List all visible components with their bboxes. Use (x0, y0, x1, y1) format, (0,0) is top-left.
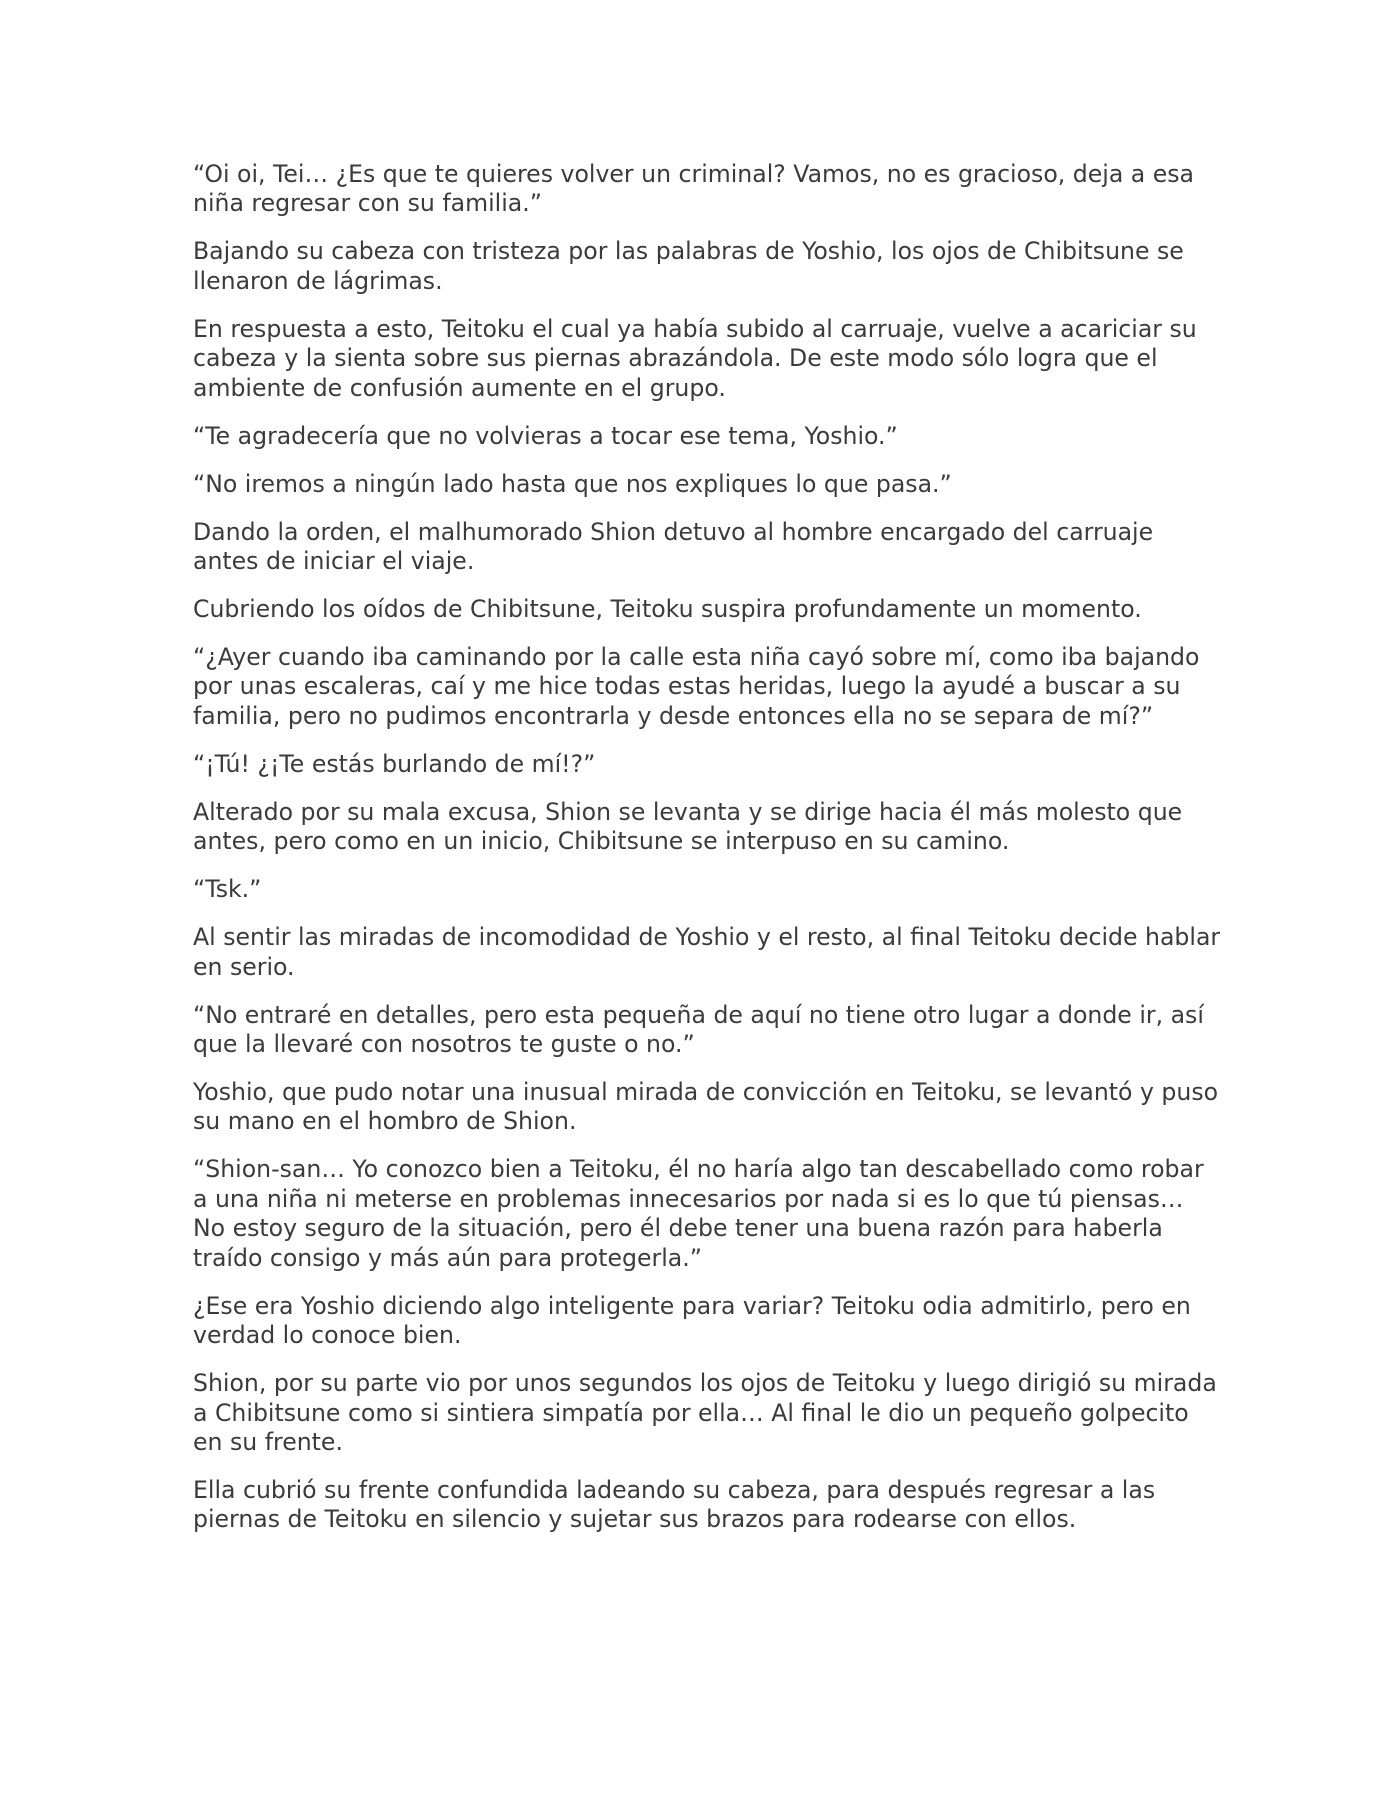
paragraph-14: Yoshio, que pudo notar una inusual mirada de convicción en Teitoku, se levantó y puso su mano en el hombro de Shion. (193, 1078, 1219, 1136)
paragraph-3: En respuesta a esto, Teitoku el cual ya había subido al carruaje, vuelve a acariciar su cabeza y la sienta sobre sus piernas abrazándola. De este modo sólo logra que el ambiente de confusión aumente en el grupo. (193, 314, 1197, 402)
paragraph-1: “Oi oi, Tei… ¿Es que te quieres volver un criminal? Vamos, no es gracioso, deja a esa niña regresar con su familia.” (193, 160, 1195, 218)
paragraph-15: “Shion-san… Yo conozco bien a Teitoku, él no haría algo tan descabellado como robar a una niña ni meterse en problemas innecesarios por nada si es lo que tú piensas… No estoy seguro de la situación, pero él debe tener una buena razón para haberla traído consigo y más aún para protegerla.” (193, 1155, 1204, 1272)
paragraph-12: Al sentir las miradas de incomodidad de Yoshio y el resto, al final Teitoku decide hablar en serio. (193, 923, 1221, 981)
paragraph-5: “No iremos a ningún lado hasta que nos expliques lo que pasa.” (193, 469, 952, 498)
paragraph-9: “¡Tú! ¿¡Te estás burlando de mí!?” (193, 749, 596, 778)
paragraph-6: Dando la orden, el malhumorado Shion detuvo al hombre encargado del carruaje antes de iniciar el viaje. (193, 517, 1154, 576)
paragraph-13: “No entraré en detalles, pero esta pequeña de aquí no tiene otro lugar a donde ir, así que la llevaré con nosotros te guste o no.” (193, 1000, 1204, 1059)
paragraph-11: “Tsk.” (193, 875, 262, 904)
paragraph-8: “¿Ayer cuando iba caminando por la calle esta niña cayó sobre mí, como iba bajando por unas escaleras, caí y me hice todas estas heridas, luego la ayudé a buscar a su familia, pero no pudimos encontrarla y desde entonces ella no se separa de mí?” (193, 643, 1200, 730)
paragraph-10: Alterado por su mala excusa, Shion se levanta y se dirige hacia él más molesto que antes, pero como en un inicio, Chibitsune se interpuso en su camino. (193, 797, 1183, 856)
paragraph-16: ¿Ese era Yoshio diciendo algo inteligente para variar? Teitoku odia admitirlo, pero en verdad lo conoce bien. (193, 1291, 1191, 1350)
paragraph-7: Cubriendo los oídos de Chibitsune, Teitoku suspira profundamente un momento. (193, 595, 1142, 624)
document-body (193, 160, 1223, 1553)
paragraph-18: Ella cubrió su frente confundida ladeando su cabeza, para después regresar a las piernas de Teitoku en silencio y sujetar sus brazos para rodearse con ellos. (193, 1475, 1156, 1534)
paragraph-2: Bajando su cabeza con tristeza por las palabras de Yoshio, los ojos de Chibitsune se llenaron de lágrimas. (193, 237, 1184, 295)
paragraph-17: Shion, por su parte vio por unos segundos los ojos de Teitoku y luego dirigió su mirada a Chibitsune como si sintiera simpatía por ella… Al final le dio un pequeño golpecito en su frente. (193, 1369, 1217, 1456)
paragraph-4: “Te agradecería que no volvieras a tocar ese tema, Yoshio.” (193, 421, 898, 450)
